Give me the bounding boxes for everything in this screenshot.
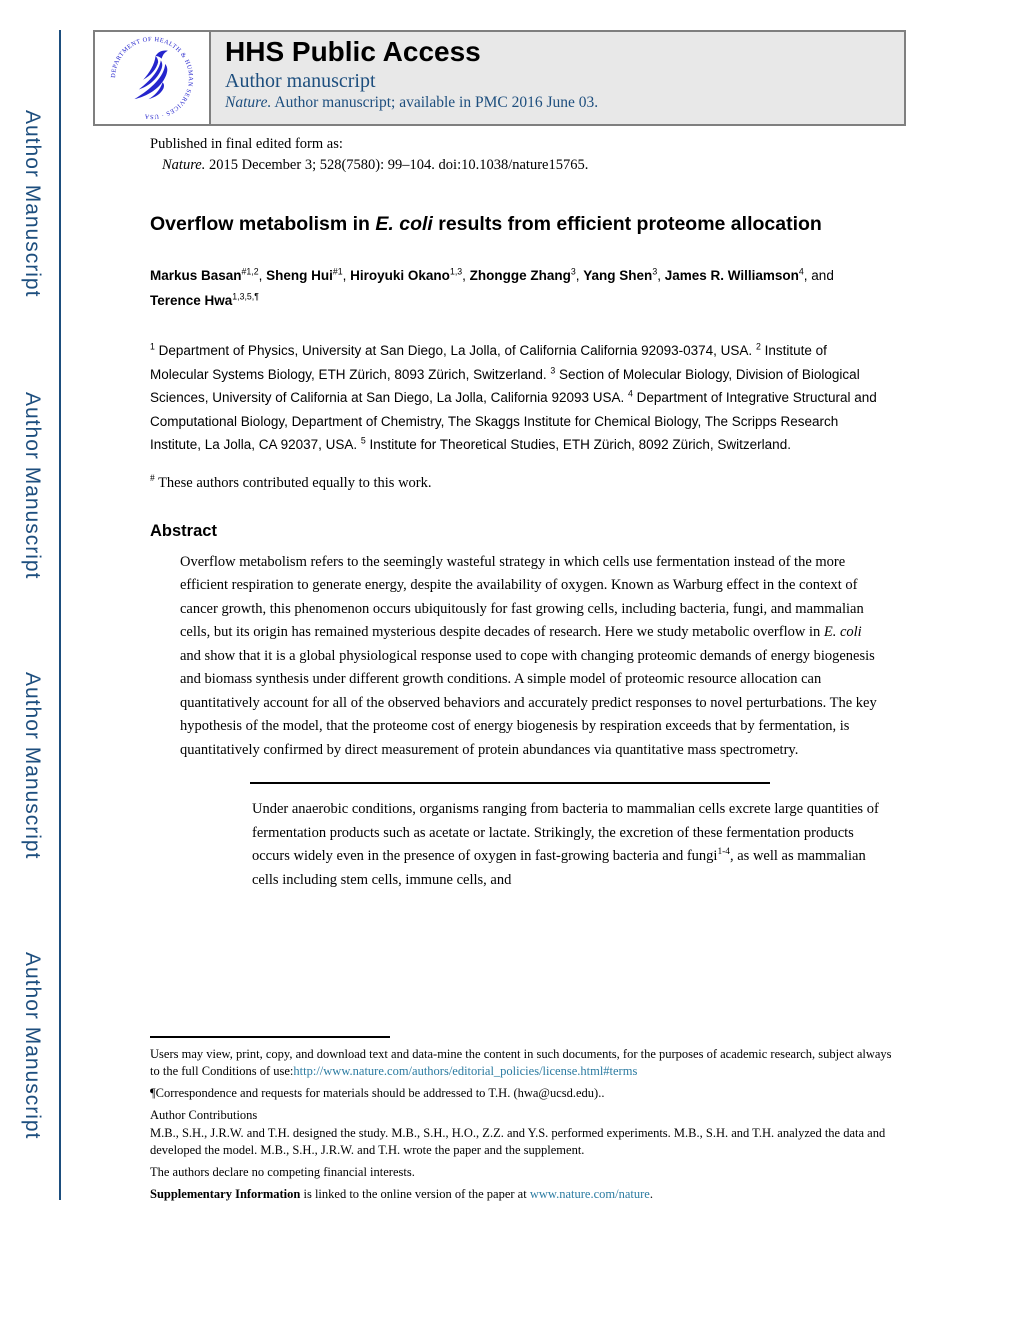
equal-contribution-note: # These authors contributed equally to this work. (150, 473, 432, 491)
abstract-heading: Abstract (150, 521, 217, 540)
article-title: Overflow metabolism in E. coli results from efficient proteome allocation (150, 213, 822, 235)
competing-interests-note: The authors declare no competing financial interests. (150, 1165, 415, 1179)
svg-text:DEPARTMENT OF HEALTH & HUMAN S: DEPARTMENT OF HEALTH & HUMAN SERVICES · USA (109, 35, 195, 120)
watermark-author-manuscript: Author Manuscript (21, 110, 44, 298)
watermark-author-manuscript: Author Manuscript (21, 952, 44, 1140)
intro-paragraph: Under anaerobic conditions, organisms ranging from bacteria to mammalian cells excrete large quantities of fermentation products such as acetate or lactate. Strikingly, the excretion of these fermentation products occurs widely even in the presence of oxygen in fast-growing bacteria and fungi$^{1-4}$, as well as mammalian cells including stem cells, immune cells, and (252, 801, 879, 888)
license-note: Users may view, print, copy, and download text and data-mine the content in such documents, for the purposes of academic research, subject always to the full Conditions of use:http://www.nature.com/authors/editorial_policies/license.html#terms (150, 1047, 892, 1078)
nature-link[interactable]: www.nature.com/nature (529, 1187, 650, 1201)
correspondence-note: ¶Correspondence and requests for materials should be addressed to T.H. (hwa@ucsd.edu).. (150, 1086, 605, 1100)
published-block (150, 134, 907, 176)
author-list: Markus Basan$^{\#1,2}$, Sheng Hui$^{\#1}$, Hiroyuki Okano$^{1,3}$, Zhongge Zhang$^3$, Yang Shen$^3$, James R. Williamson$^4$, and Terence Hwa$^{1,3,5,\P}$ (150, 266, 834, 308)
supplementary-note: Supplementary Information is linked to the online version of the paper at www.nature.com/nature. (150, 1187, 653, 1201)
watermark-vertical-line (59, 30, 61, 1200)
footnote-divider (150, 1036, 390, 1038)
watermark-author-manuscript: Author Manuscript (21, 392, 44, 580)
abstract-text: Overflow metabolism refers to the seemingly wasteful strategy in which cells use fermentation instead of the more efficient respiration to generate energy, despite the availability of oxygen. Known as Warburg effect in the context of cancer growth, this phenomenon occurs ubiquitously for fast growing cells, including bacteria, fungi, and mammalian cells, but its origin has remained mysterious despite decades of research. Here we study metabolic overflow in E. coli and show that it is a global physiological response used to cope with changing proteomic demands of energy biogenesis and biomass synthesis under different growth conditions. A simple model of proteomic resource allocation can quantitatively account for all of the observed behaviors and accurately predict responses to novel perturbations. The key hypothesis of the model, that the proteome cost of energy biogenesis by respiration exceeds that by fermentation, is quantitatively confirmed by direct measurement of protein abundances via quantitative mass spectrometry. (180, 553, 877, 758)
article-body (150, 134, 907, 892)
watermark-author-manuscript: Author Manuscript (21, 672, 44, 860)
header-subtitle: Author manuscript (225, 70, 376, 92)
license-link[interactable]: http://www.nature.com/authors/editorial_policies/license.html#terms (293, 1064, 638, 1078)
header-text-block (211, 32, 598, 124)
affiliations: $^1$ Department of Physics, University at San Diego, La Jolla, of California California 92093-0374, USA. $^2$ Institute of Molecular Systems Biology, ETH Zürich, 8093 Zürich, Switzerland. $^3$ Section of Molecular Biology, Division of Biological Sciences, University of California at San Diego, La Jolla, California 92093 USA. $^4$ Department of Integrative Structural and Computational Biology, Department of Chemistry, The Skaggs Institute for Chemical Biology, The Scripps Research Institute, La Jolla, CA 92037, USA. $^5$ Institute for Theoretical Studies, ETH Zürich, 8092 Zürich, Switzerland. (150, 341, 877, 452)
hhs-header (93, 30, 906, 126)
citation-line: Nature. 2015 December 3; 528(7580): 99–104. doi:10.1038/nature15765. (162, 157, 589, 173)
hhs-logo (95, 32, 211, 124)
author-contributions-text: M.B., S.H., J.R.W. and T.H. designed the study. M.B., S.H., H.O., Z.Z. and Y.S. performed experiments. M.B., S.H. and T.H. analyzed the data and developed the model. M.B., S.H., J.R.W. and T.H. wrote the paper and the supplement. (150, 1126, 886, 1157)
header-title: HHS Public Access (225, 36, 481, 67)
published-note: Published in final edited form as: (150, 136, 343, 152)
section-divider (250, 782, 770, 784)
author-contributions-heading: Author Contributions (150, 1108, 258, 1122)
hhs-eagle-icon (108, 34, 196, 122)
footnotes (150, 1036, 898, 1208)
header-citation: Nature. Author manuscript; available in PMC 2016 June 03. (225, 94, 599, 111)
